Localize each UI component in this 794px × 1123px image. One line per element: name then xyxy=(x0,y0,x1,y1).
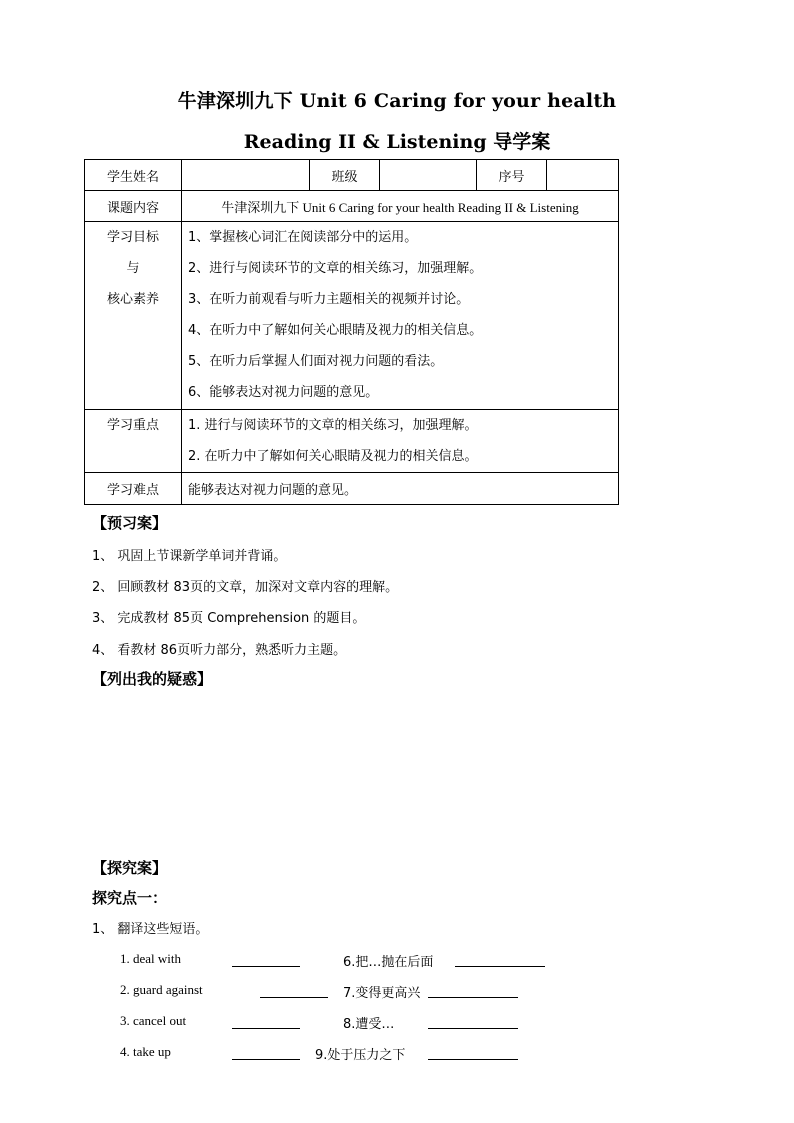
key-points-label: 学习重点 xyxy=(106,418,159,433)
document-title-line2: Reading II & Listening 导学案 xyxy=(243,131,551,153)
answer-blank[interactable] xyxy=(260,997,328,998)
goals-list xyxy=(182,222,619,410)
key-point-item: 1. 进行与阅读环节的文章的相关练习，加强理解。 xyxy=(188,418,478,433)
document-title-line1: 牛津深圳九下 Unit 6 Caring for your health xyxy=(177,90,617,112)
answer-blank[interactable] xyxy=(232,1059,300,1060)
phrase-left: 3. cancel out xyxy=(120,1013,187,1028)
class-label: 班级 xyxy=(310,160,380,191)
topic-value: 牛津深圳九下 Unit 6 Caring for your health Reading II & Listening xyxy=(182,191,619,222)
explore-task-instruction: 1、 翻译这些短语。 xyxy=(92,922,209,937)
goals-label-cell xyxy=(85,222,182,410)
goal-item: 3、在听力前观看与听力主题相关的视频并讨论。 xyxy=(188,292,470,307)
info-row-topic xyxy=(85,191,619,222)
info-row-key-points xyxy=(85,410,619,473)
info-row-goals xyxy=(85,222,619,410)
student-name-cell[interactable] xyxy=(182,160,310,191)
answer-blank[interactable] xyxy=(428,997,518,998)
info-row-student xyxy=(85,160,619,191)
doubts-heading: 【列出我的疑惑】 xyxy=(92,670,213,688)
key-points-list xyxy=(182,410,619,473)
phrase-left: 2. guard against xyxy=(120,982,203,997)
answer-blank[interactable] xyxy=(455,966,545,967)
preview-item: 3、 完成教材 85页 Comprehension 的题目。 xyxy=(92,611,366,626)
goal-item: 2、进行与阅读环节的文章的相关练习，加强理解。 xyxy=(188,261,483,276)
info-table xyxy=(84,159,619,505)
difficulty-value: 能够表达对视力问题的意见。 xyxy=(182,473,619,505)
seat-label: 序号 xyxy=(477,160,547,191)
goal-item: 1、掌握核心词汇在阅读部分中的运用。 xyxy=(188,230,418,245)
key-point-item: 2. 在听力中了解如何关心眼睛及视力的相关信息。 xyxy=(188,449,478,464)
doubts-writing-area[interactable] xyxy=(92,695,612,845)
answer-blank[interactable] xyxy=(428,1028,518,1029)
goal-item: 5、在听力后掌握人们面对视力问题的看法。 xyxy=(188,354,444,369)
answer-blank[interactable] xyxy=(232,966,300,967)
phrase-right: 8.遭受… xyxy=(343,1017,395,1032)
answer-blank[interactable] xyxy=(232,1028,300,1029)
preview-item: 2、 回顾教材 83页的文章，加深对文章内容的理解。 xyxy=(92,580,399,595)
phrase-right: 7.变得更高兴 xyxy=(343,986,421,1001)
preview-item: 4、 看教材 86页听力部分，熟悉听力主题。 xyxy=(92,643,347,658)
student-name-label: 学生姓名 xyxy=(85,160,182,191)
key-points-label-cell xyxy=(85,410,182,473)
class-cell[interactable] xyxy=(380,160,477,191)
info-row-difficulty xyxy=(85,473,619,505)
answer-blank[interactable] xyxy=(428,1059,518,1060)
goals-label-line: 学习目标 xyxy=(106,230,159,245)
goal-item: 4、在听力中了解如何关心眼睛及视力的相关信息。 xyxy=(188,323,483,338)
preview-heading: 【预习案】 xyxy=(92,514,168,532)
phrase-right: 9.处于压力之下 xyxy=(315,1048,406,1063)
seat-cell[interactable] xyxy=(547,160,619,191)
phrase-right: 6.把…抛在后面 xyxy=(343,955,434,970)
explore-heading: 【探究案】 xyxy=(92,859,168,877)
phrase-left: 4. take up xyxy=(120,1044,171,1059)
goals-label-line: 核心素养 xyxy=(106,292,159,307)
goals-label-line: 与 xyxy=(126,261,140,276)
phrase-left: 1. deal with xyxy=(120,951,182,966)
difficulty-label: 学习难点 xyxy=(85,473,182,505)
preview-item: 1、 巩固上节课新学单词并背诵。 xyxy=(92,549,287,564)
topic-label: 课题内容 xyxy=(85,191,182,222)
goal-item: 6、能够表达对视力问题的意见。 xyxy=(188,385,379,400)
explore-point-title: 探究点一： xyxy=(92,889,168,907)
